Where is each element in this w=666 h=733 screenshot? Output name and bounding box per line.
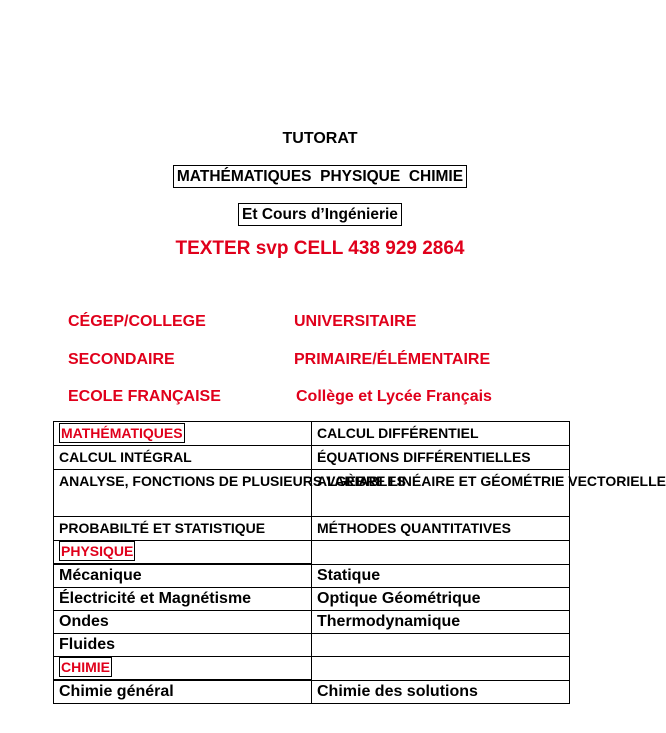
table-cell (312, 634, 570, 657)
table-row (54, 634, 570, 657)
table-row (54, 446, 570, 470)
contact-line: TEXTER svp CELL 438 929 2864 (175, 238, 465, 259)
table-cell: CALCUL DIFFÉRENTIEL (312, 422, 570, 446)
engineering-line (0, 203, 640, 226)
table-row (54, 564, 570, 588)
table-cell (54, 422, 312, 446)
table-cell: Optique Géométrique (312, 588, 570, 611)
level-college-lycee: Collège et Lycée Français (296, 388, 492, 405)
section-label-math: MATHÉMATIQUES (61, 425, 183, 441)
table-row (54, 517, 570, 541)
table-cell (54, 657, 312, 681)
subjects-line (0, 165, 640, 188)
level-universitaire: UNIVERSITAIRE (294, 313, 417, 330)
courses-table (53, 421, 666, 704)
table-row (54, 680, 570, 704)
table-cell (312, 657, 570, 681)
page-title: TUTORAT (282, 130, 358, 147)
table-row (54, 470, 570, 517)
table-cell (312, 541, 570, 565)
table-cell: CALCUL INTÉGRAL (54, 446, 312, 470)
level-secondaire: SECONDAIRE (68, 351, 175, 368)
table-row (54, 611, 570, 634)
subjects-box: MATHÉMATIQUES PHYSIQUE CHIMIE (173, 165, 467, 188)
table-cell: PROBABILTÉ ET STATISTIQUE (54, 517, 312, 541)
table-cell: Chimie général (54, 680, 312, 704)
table-cell: Ondes (54, 611, 312, 634)
table-cell (54, 541, 312, 565)
table-row (54, 541, 570, 565)
table-row (54, 657, 570, 681)
level-primaire: PRIMAIRE/ÉLÉMENTAIRE (294, 351, 491, 368)
table-cell: Mécanique (54, 564, 312, 588)
table-cell: Électricité et Magnétisme (54, 588, 312, 611)
engineering-box: Et Cours d’Ingénierie (238, 203, 402, 226)
table-row (54, 588, 570, 611)
table-cell: Chimie des solutions (312, 680, 570, 704)
table-cell: Statique (312, 564, 570, 588)
level-ecole-francaise: ECOLE FRANÇAISE (68, 388, 221, 405)
table-cell: Fluides (54, 634, 312, 657)
section-label-physics: PHYSIQUE (61, 543, 134, 559)
table-cell: ALGÈBRE LINÉAIRE ET GÉOMÉTRIE VECTORIELLE (312, 470, 570, 517)
table-cell: ÉQUATIONS DIFFÉRENTIELLES (312, 446, 570, 470)
table-cell: ANALYSE, FONCTIONS DE PLUSIEURS VARIABLES (54, 470, 312, 517)
section-label-chemistry: CHIMIE (61, 659, 110, 675)
table-row (54, 422, 570, 446)
table-cell: MÉTHODES QUANTITATIVES (312, 517, 570, 541)
table-cell: Thermodynamique (312, 611, 570, 634)
level-cegep: CÉGEP/COLLEGE (68, 313, 206, 330)
